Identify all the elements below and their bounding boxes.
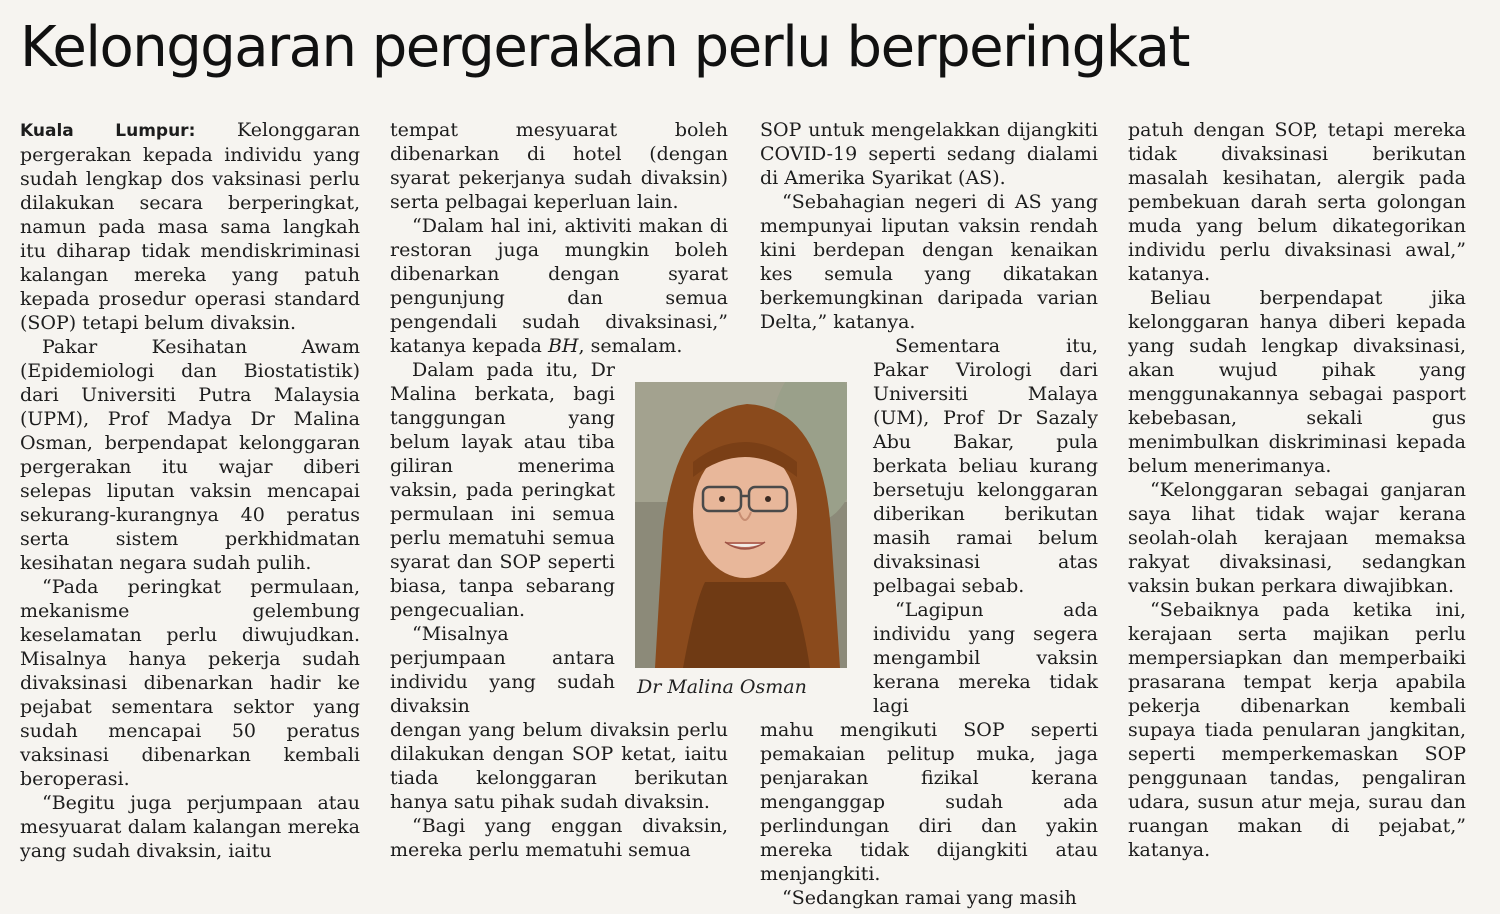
paragraph-continued: dengan yang belum divaksin perlu dilakukan dengan SOP ketat, iaitu tiada kelonggaran berikutan hanya satu pihak sudah divaksin.	[390, 719, 728, 813]
paragraph: “Lagipun ada individu yang segera mengambil vaksin kerana mereka tidak lagi	[873, 599, 1098, 717]
paragraph: “Misalnya perjumpaan antara individu yang sudah divaksin	[390, 623, 615, 717]
article-column-4	[1128, 118, 1466, 862]
portrait-photo	[635, 382, 847, 668]
paragraph: tempat mesyuarat boleh dibenarkan di hotel (dengan syarat pekerjanya sudah divaksin) serta pelbagai keperluan lain.	[390, 119, 728, 213]
paragraph: “Sebaiknya pada ketika ini, kerajaan serta majikan perlu mempersiapkan dan memperbaiki prasarana tempat kerja apabila pekerja dibenarkan kembali supaya tiada penularan jangkitan, seperti memperkemaskan SOP penggunaan tandas, pengaliran udara, susun atur meja, surau dan ruangan makan di pejabat,” katanya.	[1128, 599, 1466, 861]
paragraph: Dalam pada itu, Dr Malina berkata, bagi tanggungan yang belum layak atau tiba giliran menerima vaksin, pada peringkat permulaan ini semua perlu mematuhi semua syarat dan SOP seperti biasa, tanpa sebarang pengecualian.	[390, 359, 615, 621]
paragraph-continued: mahu mengikuti SOP seperti pemakaian pelitup muka, jaga penjarakan fizikal kerana menganggap sudah ada perlindungan diri dan yakin mereka tidak dijangkiti atau menjangkiti.	[760, 719, 1098, 885]
paragraph: “Sedangkan ramai yang masih	[782, 887, 1077, 909]
paragraph-text: Kelonggaran pergerakan kepada individu yang sudah lengkap dos vaksinasi perlu dilakukan secara berperingkat, namun pada masa sama langkah itu diharap tidak mendiskriminasi kalangan mereka yang patuh kepada prosedur operasi standard (SOP) tetapi belum divaksin.	[20, 119, 360, 334]
paragraph: “Kelonggaran sebagai ganjaran saya lihat tidak wajar kerana seolah-olah kerajaan memaksa rakyat divaksinasi, sedangkan vaksin bukan perkara diwajibkan.	[1128, 479, 1466, 597]
publication-name: BH	[547, 335, 579, 357]
paragraph: Pakar Kesihatan Awam (Epidemiologi dan Biostatistik) dari Universiti Putra Malaysia (UPM), Prof Madya Dr Malina Osman, berpendapat kelonggaran pergerakan itu wajar diberi selepas liputan vaksin mencapai sekurang-kurangnya 40 peratus serta sistem perkhidmatan kesihatan negara sudah pulih.	[20, 336, 360, 574]
paragraph: “Sebahagian negeri di AS yang mempunyai liputan vaksin rendah kini berdepan dengan kenaikan kes semula yang dikatakan berkemungkinan daripada varian Delta,” katanya.	[760, 191, 1098, 333]
portrait-illustration	[635, 382, 847, 668]
paragraph	[390, 214, 728, 358]
paragraph-text: , semalam.	[578, 335, 683, 357]
paragraph-text: “Dalam hal ini, aktiviti makan di restoran juga mungkin boleh dibenarkan dengan syarat pengunjung dan semua pengendali sudah divaksinasi,” katanya kepada	[390, 215, 728, 357]
paragraph: Sementara itu, Pakar Virologi dari Universiti Malaya (UM), Prof Dr Sazaly Abu Bakar, pula berkata beliau kurang bersetuju kelonggaran diberikan berikutan masih ramai belum divaksinasi atas pelbagai sebab.	[873, 335, 1098, 597]
paragraph: “Pada peringkat permulaan, mekanisme gelembung keselamatan perlu diwujudkan. Misalnya hanya pekerja sudah divaksinasi dibenarkan hadir ke pejabat sementara sektor yang sudah mencapai 50 peratus vaksinasi dibenarkan kembali beroperasi.	[20, 576, 360, 790]
paragraph: “Begitu juga perjumpaan atau mesyuarat dalam kalangan mereka yang sudah divaksin, iaitu	[20, 792, 360, 862]
dateline: Kuala Lumpur:	[20, 121, 196, 141]
paragraph: “Bagi yang enggan divaksin, mereka perlu mematuhi semua	[390, 815, 728, 861]
paragraph	[20, 118, 360, 335]
paragraph: SOP untuk mengelakkan dijangkiti COVID-19 seperti sedang dialami di Amerika Syarikat (AS).	[760, 119, 1098, 189]
paragraph: Beliau berpendapat jika kelonggaran hanya diberi kepada yang sudah lengkap divaksinasi, akan wujud pihak yang menggunakannya sebagai pasport kebebasan, sekali gus menimbulkan diskriminasi kepada belum menerimanya.	[1128, 287, 1466, 477]
photo-caption: Dr Malina Osman	[637, 676, 807, 698]
article-column-1	[20, 118, 360, 863]
paragraph: patuh dengan SOP, tetapi mereka tidak divaksinasi berikutan masalah kesihatan, alergik pada pembekuan darah serta golongan muda yang belum dikategorikan individu perlu divaksinasi awal,” katanya.	[1128, 119, 1466, 285]
headline: Kelonggaran pergerakan perlu berperingkat	[20, 15, 1189, 80]
